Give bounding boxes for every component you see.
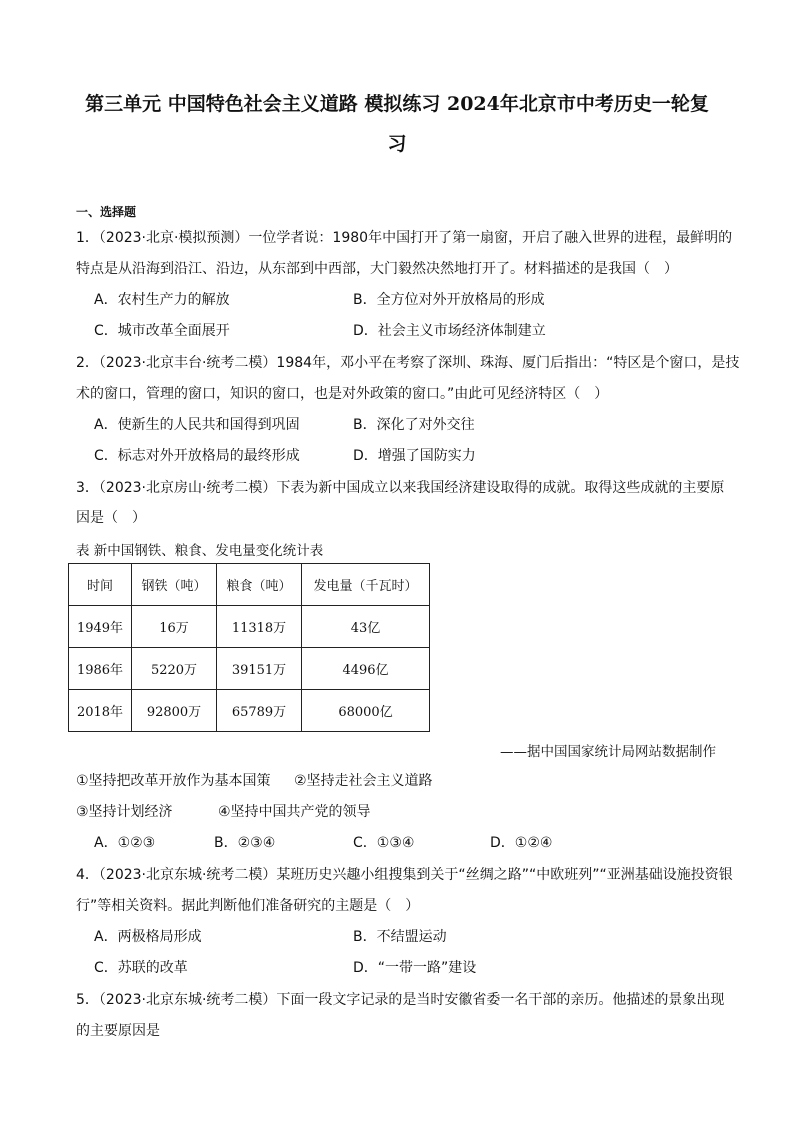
- table-header-cell: 钢铁（吨）: [132, 564, 217, 606]
- question-1-line-2: 特点是从沿海到沿江、沿边，从东部到中西部，大门毅然决然地打开了。材料描述的是我国（ ）: [76, 261, 678, 277]
- question-3-statement-1: ①坚持把改革开放作为基本国策: [76, 773, 271, 789]
- question-2-line-2: 术的窗口，管理的窗口，知识的窗口，也是对外政策的窗口。”由此可见经济特区（ ）: [76, 386, 609, 402]
- question-1-option-c: C．城市改革全面展开: [94, 323, 230, 339]
- statistics-table: [68, 563, 430, 732]
- question-3-statement-3: ③坚持计划经济: [76, 804, 173, 820]
- table-row: [69, 648, 430, 690]
- question-4-option-d: D．“一带一路”建设: [353, 960, 477, 976]
- table-cell: 16万: [132, 606, 217, 648]
- question-1-line-1: 1．（2023·北京·模拟预测）一位学者说：1980年中国打开了第一扇窗，开启了融入世界的进程，最鲜明的: [76, 230, 733, 246]
- question-3-line-2: 因是（ ）: [76, 510, 146, 526]
- table-row: [69, 690, 430, 732]
- question-4-option-b: B．不结盟运动: [353, 929, 447, 945]
- question-2-option-d: D．增强了国防实力: [353, 448, 476, 464]
- table-cell: 43亿: [302, 606, 430, 648]
- question-3-statement-2: ②坚持走社会主义道路: [294, 773, 433, 789]
- question-3-statement-4: ④坚持中国共产党的领导: [218, 804, 371, 820]
- question-2-option-c: C．标志对外开放格局的最终形成: [94, 448, 300, 464]
- table-row: [69, 606, 430, 648]
- question-1-option-d: D．社会主义市场经济体制建立: [353, 323, 546, 339]
- question-4-option-c: C．苏联的改革: [94, 960, 188, 976]
- title-line-1: 第三单元 中国特色社会主义道路 模拟练习 2024年北京市中考历史一轮复: [85, 93, 709, 115]
- question-5-line-1: 5．（2023·北京东城·统考二模）下面一段文字记录的是当时安徽省委一名干部的亲历。他描述的景象出现: [76, 992, 725, 1008]
- title-line-2: 习: [387, 133, 407, 155]
- section-heading: 一、选择题: [76, 205, 137, 219]
- table-cell: 39151万: [217, 648, 302, 690]
- question-4-line-1: 4．（2023·北京东城·统考二模）某班历史兴趣小组搜集到关于“丝绸之路”“中欧班列”“亚洲基础设施投资银: [76, 867, 733, 883]
- question-3-option-c: C．①③④: [353, 835, 415, 851]
- question-3-option-d: D．①②④: [490, 835, 553, 851]
- table-cell: 68000亿: [302, 690, 430, 732]
- table-cell: 4496亿: [302, 648, 430, 690]
- table-cell: 2018年: [69, 690, 132, 732]
- table-header-cell: 发电量（千瓦时）: [302, 564, 430, 606]
- table-source-note: ——据中国国家统计局网站数据制作: [500, 744, 716, 760]
- table-cell: 92800万: [132, 690, 217, 732]
- table-cell: 1949年: [69, 606, 132, 648]
- question-1-option-a: A．农村生产力的解放: [94, 292, 230, 308]
- table-header-cell: 时间: [69, 564, 132, 606]
- table-cell: 5220万: [132, 648, 217, 690]
- table-cell: 11318万: [217, 606, 302, 648]
- question-5-line-2: 的主要原因是: [76, 1023, 160, 1039]
- question-4-line-2: 行”等相关资料。据此判断他们准备研究的主题是（ ）: [76, 898, 420, 914]
- question-3-line-1: 3．（2023·北京房山·统考二模）下表为新中国成立以来我国经济建设取得的成就。取得这些成就的主要原: [76, 480, 725, 496]
- table-cell: 65789万: [217, 690, 302, 732]
- question-2-line-1: 2．（2023·北京丰台·统考二模）1984年，邓小平在考察了深圳、珠海、厦门后指出：“特区是个窗口，是技: [76, 355, 740, 371]
- question-3-option-b: B．②③④: [214, 835, 276, 851]
- question-4-option-a: A．两极格局形成: [94, 929, 202, 945]
- question-1-option-b: B．全方位对外开放格局的形成: [353, 292, 545, 308]
- table-header-row: [69, 564, 430, 606]
- question-2-option-a: A．使新生的人民共和国得到巩固: [94, 417, 300, 433]
- question-2-option-b: B．深化了对外交往: [353, 417, 475, 433]
- table-cell: 1986年: [69, 648, 132, 690]
- table-header-cell: 粮食（吨）: [217, 564, 302, 606]
- question-3-option-a: A．①②③: [94, 835, 156, 851]
- document-title: [60, 84, 734, 164]
- table-caption: 表 新中国钢铁、粮食、发电量变化统计表: [76, 543, 324, 559]
